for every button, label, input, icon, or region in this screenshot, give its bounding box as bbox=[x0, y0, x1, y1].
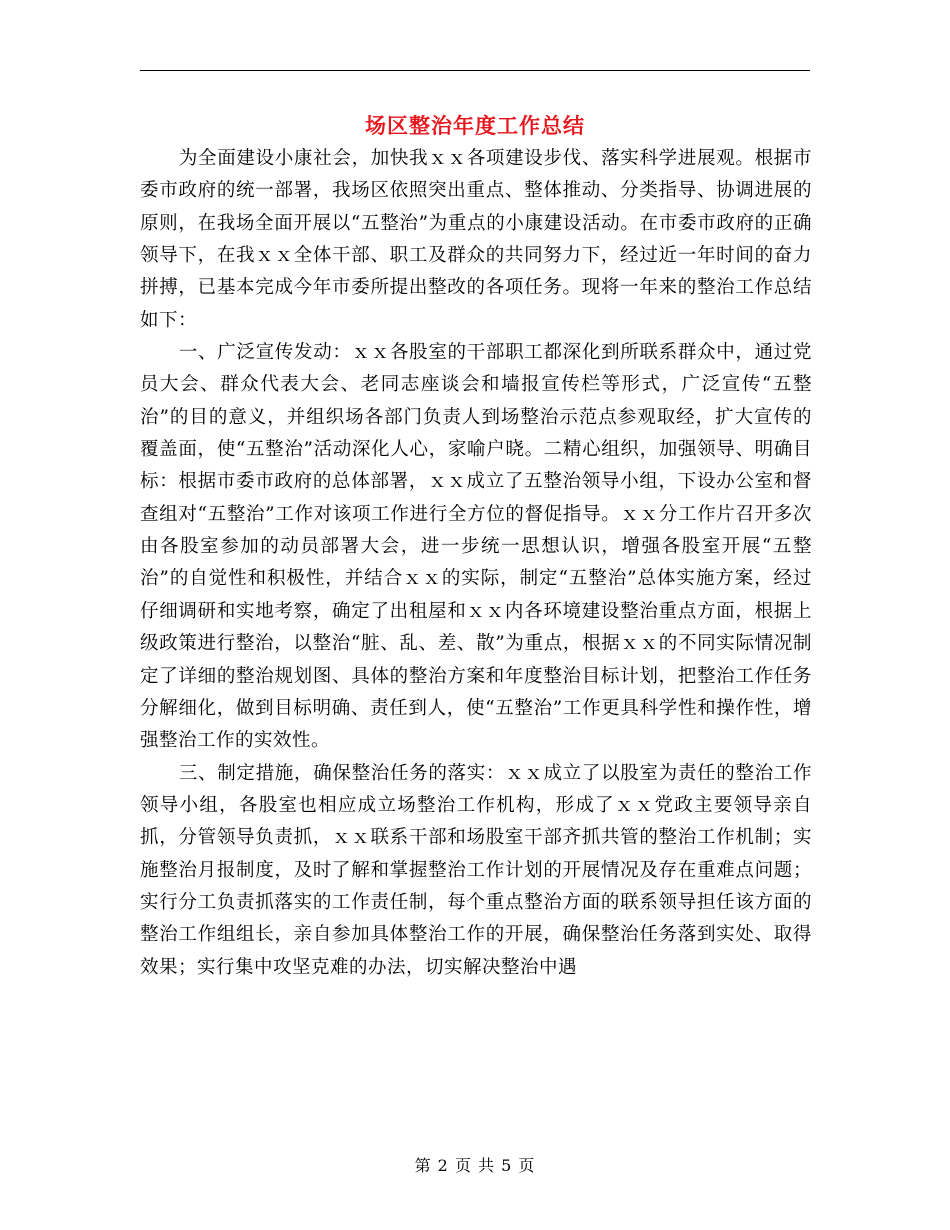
paragraph-measures: 三、制定措施，确保整治任务的落实：ｘｘ成立了以股室为责任的整治工作领导小组，各股室也相应成立场整治工作机构，形成了ｘｘ党政主要领导亲自抓，分管领导负责抓，ｘｘ联系干部和场股室干部齐抓共管的整治工作机制；实施整治月报制度，及时了解和掌握整治工作计划的开展情况及存在重难点问题；实行分工负责抓落实的工作责任制，每个重点整治方面的联系领导担任该方面的整治工作组组长，亲自参加具体整治工作的开展，确保整治任务落到实处、取得效果；实行集中攻坚克难的办法，切实解决整治中遇 bbox=[140, 762, 812, 978]
document-title: 场区整治年度工作总结 bbox=[365, 113, 585, 138]
paragraph-publicity: 一、广泛宣传发动：ｘｘ各股室的干部职工都深化到所联系群众中，通过党员大会、群众代表大会、老同志座谈会和墙报宣传栏等形式，广泛宣传“五整治”的目的意义，并组织场各部门负责人到场整治示范点参观取经，扩大宣传的覆盖面，使“五整治”活动深化人心，家喻户晓。二精心组织，加强领导、明确目标：根据市委市政府的总体部署，ｘｘ成立了五整治领导小组，下设办公室和督查组对“五整治”工作对该项工作进行全方位的督促指导。ｘｘ分工作片召开多次由各股室参加的动员部署大会，进一步统一思想认识，增强各股室开展“五整治”的自觉性和积极性，并结合ｘｘ的实际，制定“五整治”总体实施方案，经过仔细调研和实地考察，确定了出租屋和ｘｘ内各环境建设整治重点方面，根据上级政策进行整治，以整治“脏、乱、差、散”为重点，根据ｘｘ的不同实际情况制定了详细的整治规划图、具体的整治方案和年度整治目标计划，把整治工作任务分解细化，做到目标明确、责任到人，使“五整治”工作更具科学性和操作性，增强整治工作的实效性。 bbox=[140, 342, 812, 752]
paragraph-intro: 为全面建设小康社会，加快我ｘｘ各项建设步伐、落实科学进展观。根据市委市政府的统一部署，我场区依照突出重点、整体推动、分类指导、协调进展的原则，在我场全面开展以“五整治”为重点的小康建设活动。在市委市政府的正确领导下，在我ｘｘ全体干部、职工及群众的共同努力下，经过近一年时间的奋力拼搏，已基本完成今年市委所提出整改的各项任务。现将一年来的整治工作总结如下： bbox=[140, 148, 812, 331]
header-rule bbox=[140, 70, 810, 71]
document-body bbox=[140, 143, 812, 984]
page-number: 第 2 页 共 5 页 bbox=[414, 1156, 536, 1175]
